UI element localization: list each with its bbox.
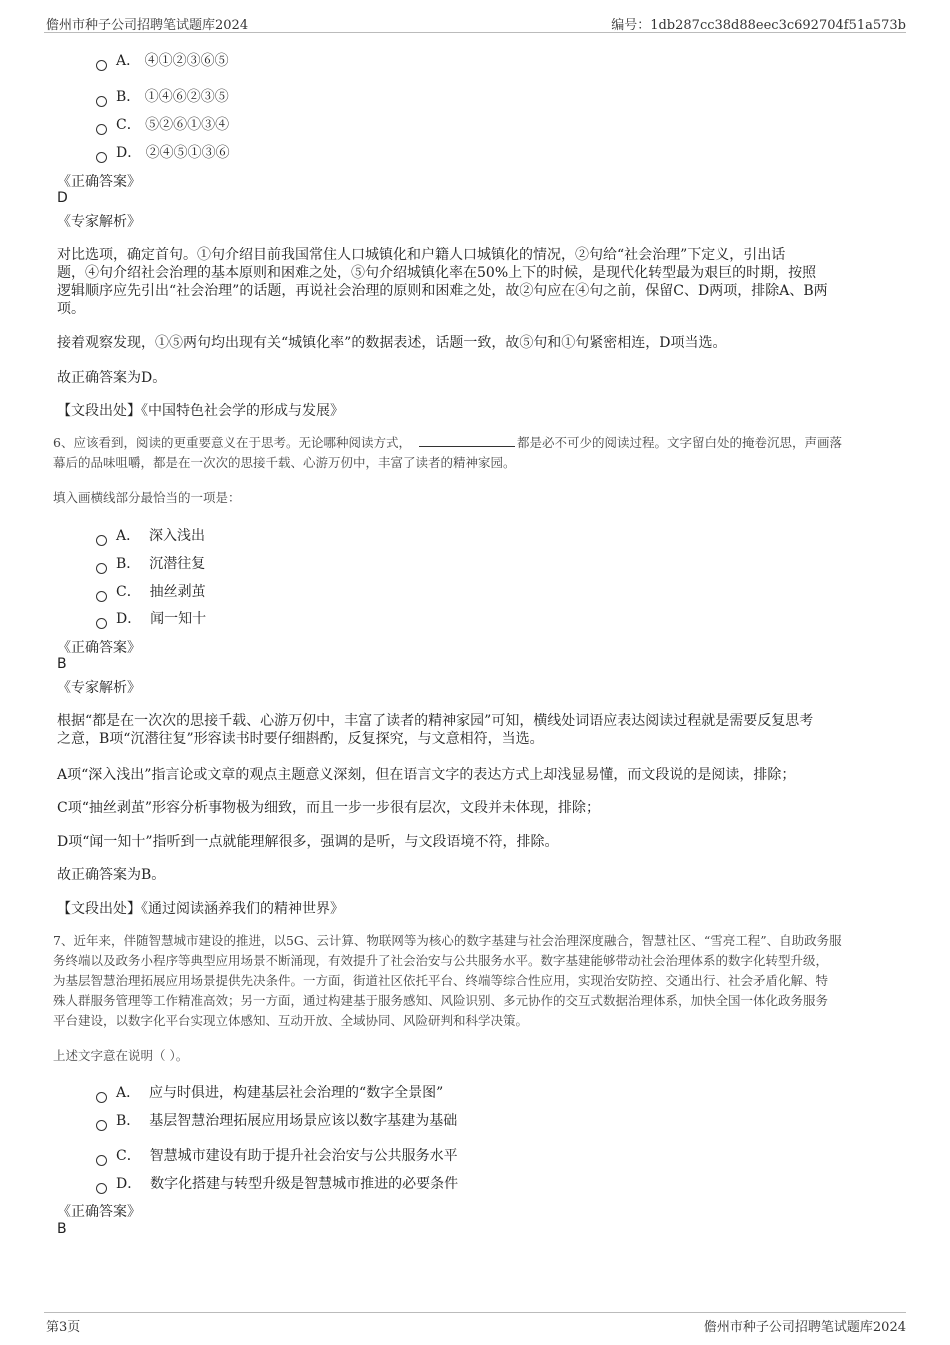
- footer-title: 儋州市种子公司招聘笔试题库2024: [703, 1320, 906, 1335]
- page-number: 第3页: [46, 1320, 81, 1335]
- radio-icon[interactable]: [96, 535, 107, 546]
- q6-analysis-p4: D项“闻一知十”指听到一点就能理解很多，强调的是听，与文段语境不符，排除。: [57, 834, 559, 850]
- q6-option-b[interactable]: B． 沉潜往复: [96, 553, 205, 573]
- q7-prompt: 上述文字意在说明（ ）。: [53, 1048, 189, 1063]
- q5-analysis-title: 《专家解析》: [57, 214, 141, 230]
- q7-option-b[interactable]: B． 基层智慧治理拓展应用场景应该以数字基建为基础: [96, 1110, 457, 1130]
- q6-analysis-p1: 根据“都是在一次次的思接千载、心游万仞中，丰富了读者的精神家园”可知，横线处词语应表达阅读过程就是需要反复思考 之意，B项“沉潜往复”形容读书时要仔细斟酌，反复探究，与文意相符，当选。: [57, 713, 814, 747]
- q6-option-a[interactable]: A． 深入浅出: [96, 525, 205, 545]
- q6-analysis-title: 《专家解析》: [57, 680, 141, 696]
- q7-answer-title: 《正确答案》: [57, 1204, 141, 1220]
- radio-icon[interactable]: [96, 1120, 107, 1131]
- radio-icon[interactable]: [96, 96, 107, 107]
- q6-option-d[interactable]: D． 闻一知十: [96, 608, 206, 628]
- q5-answer-title: 《正确答案》: [57, 174, 141, 190]
- radio-icon[interactable]: [96, 563, 107, 574]
- q5-analysis-p3: 故正确答案为D。: [57, 370, 167, 386]
- q5-option-c[interactable]: C． ⑤②⑥①③④: [96, 114, 229, 134]
- q5-option-d[interactable]: D． ②④⑤①③⑥: [96, 142, 230, 162]
- radio-icon[interactable]: [96, 1155, 107, 1166]
- radio-icon[interactable]: [96, 152, 107, 163]
- radio-icon[interactable]: [96, 618, 107, 629]
- radio-icon[interactable]: [96, 1183, 107, 1194]
- q7-answer: B: [57, 1221, 67, 1237]
- q6-analysis-p3: C项“抽丝剥茧”形容分析事物极为细致，而且一步一步很有层次，文段并未体现，排除；: [57, 800, 601, 816]
- q6-prompt: 填入画横线部分最恰当的一项是：: [53, 490, 241, 505]
- header-serial-number: 编号：1db287cc38d88eec3c692704f51a573b: [611, 18, 906, 33]
- radio-icon[interactable]: [96, 591, 107, 602]
- q6-source: 【文段出处】《通过阅读涵养我们的精神世界》: [57, 901, 344, 917]
- header-title: 儋州市种子公司招聘笔试题库2024: [46, 18, 249, 33]
- fill-blank: [419, 434, 515, 447]
- q6-analysis-p2: A项“深入浅出”指言论或文章的观点主题意义深刻，但在语言文字的表达方式上却浅显易懂，而文段说的是阅读，排除；: [57, 767, 796, 783]
- q5-answer: D: [57, 190, 68, 206]
- q5-option-a[interactable]: A． ④①②③⑥⑤: [96, 50, 229, 70]
- page-header: [44, 12, 906, 33]
- q5-source: 【文段出处】《中国特色社会学的形成与发展》: [57, 403, 344, 419]
- q5-option-b[interactable]: B． ①④⑥②③⑤: [96, 86, 229, 106]
- radio-icon[interactable]: [96, 124, 107, 135]
- q7-option-c[interactable]: C． 智慧城市建设有助于提升社会治安与公共服务水平: [96, 1145, 458, 1165]
- q7-stem: 7、近年来，伴随智慧城市建设的推进，以5G、云计算、物联网等为核心的数字基建与社会治理深度融合，智慧社区、“雪亮工程”、自助政务服 务终端以及政务小程序等典型应用场景不断涌现，有效提升了社会治安与公共服务水平。数字基建能够带动社会治理体系的数字化转型升级， 为基层智慧治理拓展应用场景提供先决条件。一方面，街道社区依托平台、终端等综合性应用，实现治安防控、交通出行、社会矛盾化解、特 殊人群服务管理等工作精准高效；另一方面，通过构建基于服务感知、风险识别、多元协作的交互式数据治理体系，加快全国一体化政务服务 平台建设，以数字化平台实现立体感知、互动开放、全域协同、风险研判和科学决策。: [53, 933, 842, 1028]
- q6-answer: B: [57, 656, 67, 672]
- radio-icon[interactable]: [96, 1092, 107, 1103]
- q6-option-c[interactable]: C． 抽丝剥茧: [96, 581, 206, 601]
- q5-analysis-p2: 接着观察发现，①⑤两句均出现有关“城镇化率”的数据表述，话题一致，故⑤句和①句紧密相连，D项当选。: [57, 335, 727, 351]
- q6-analysis-p5: 故正确答案为B。: [57, 867, 166, 883]
- q7-option-d[interactable]: D． 数字化搭建与转型升级是智慧城市推进的必要条件: [96, 1173, 458, 1193]
- page-footer: [44, 1312, 906, 1335]
- radio-icon[interactable]: [96, 60, 107, 71]
- q6-stem: 6、应该看到，阅读的更重要意义在于思考。无论哪种阅读方式， 都是必不可少的阅读过程。文字留白处的掩卷沉思，声画落 幕后的品味咀嚼，都是在一次次的思接千载、心游万仞中，丰富了读者的精神家园。: [53, 435, 842, 470]
- q6-answer-title: 《正确答案》: [57, 640, 141, 656]
- q5-analysis-p1: 对比选项，确定首句。①句介绍目前我国常住人口城镇化和户籍人口城镇化的情况，②句给“社会治理”下定义，引出话 题，④句介绍社会治理的基本原则和困难之处，⑤句介绍城镇化率在50%上下的时候，是现代化转型最为艰巨的时期，按照 逻辑顺序应先引出“社会治理”的话题，再说社会治理的原则和困难之处，故②句应在④句之前，保留C、D两项，排除A、B两 项。: [57, 247, 828, 317]
- q7-option-a[interactable]: A． 应与时俱进，构建基层社会治理的“数字全景图”: [96, 1082, 443, 1102]
